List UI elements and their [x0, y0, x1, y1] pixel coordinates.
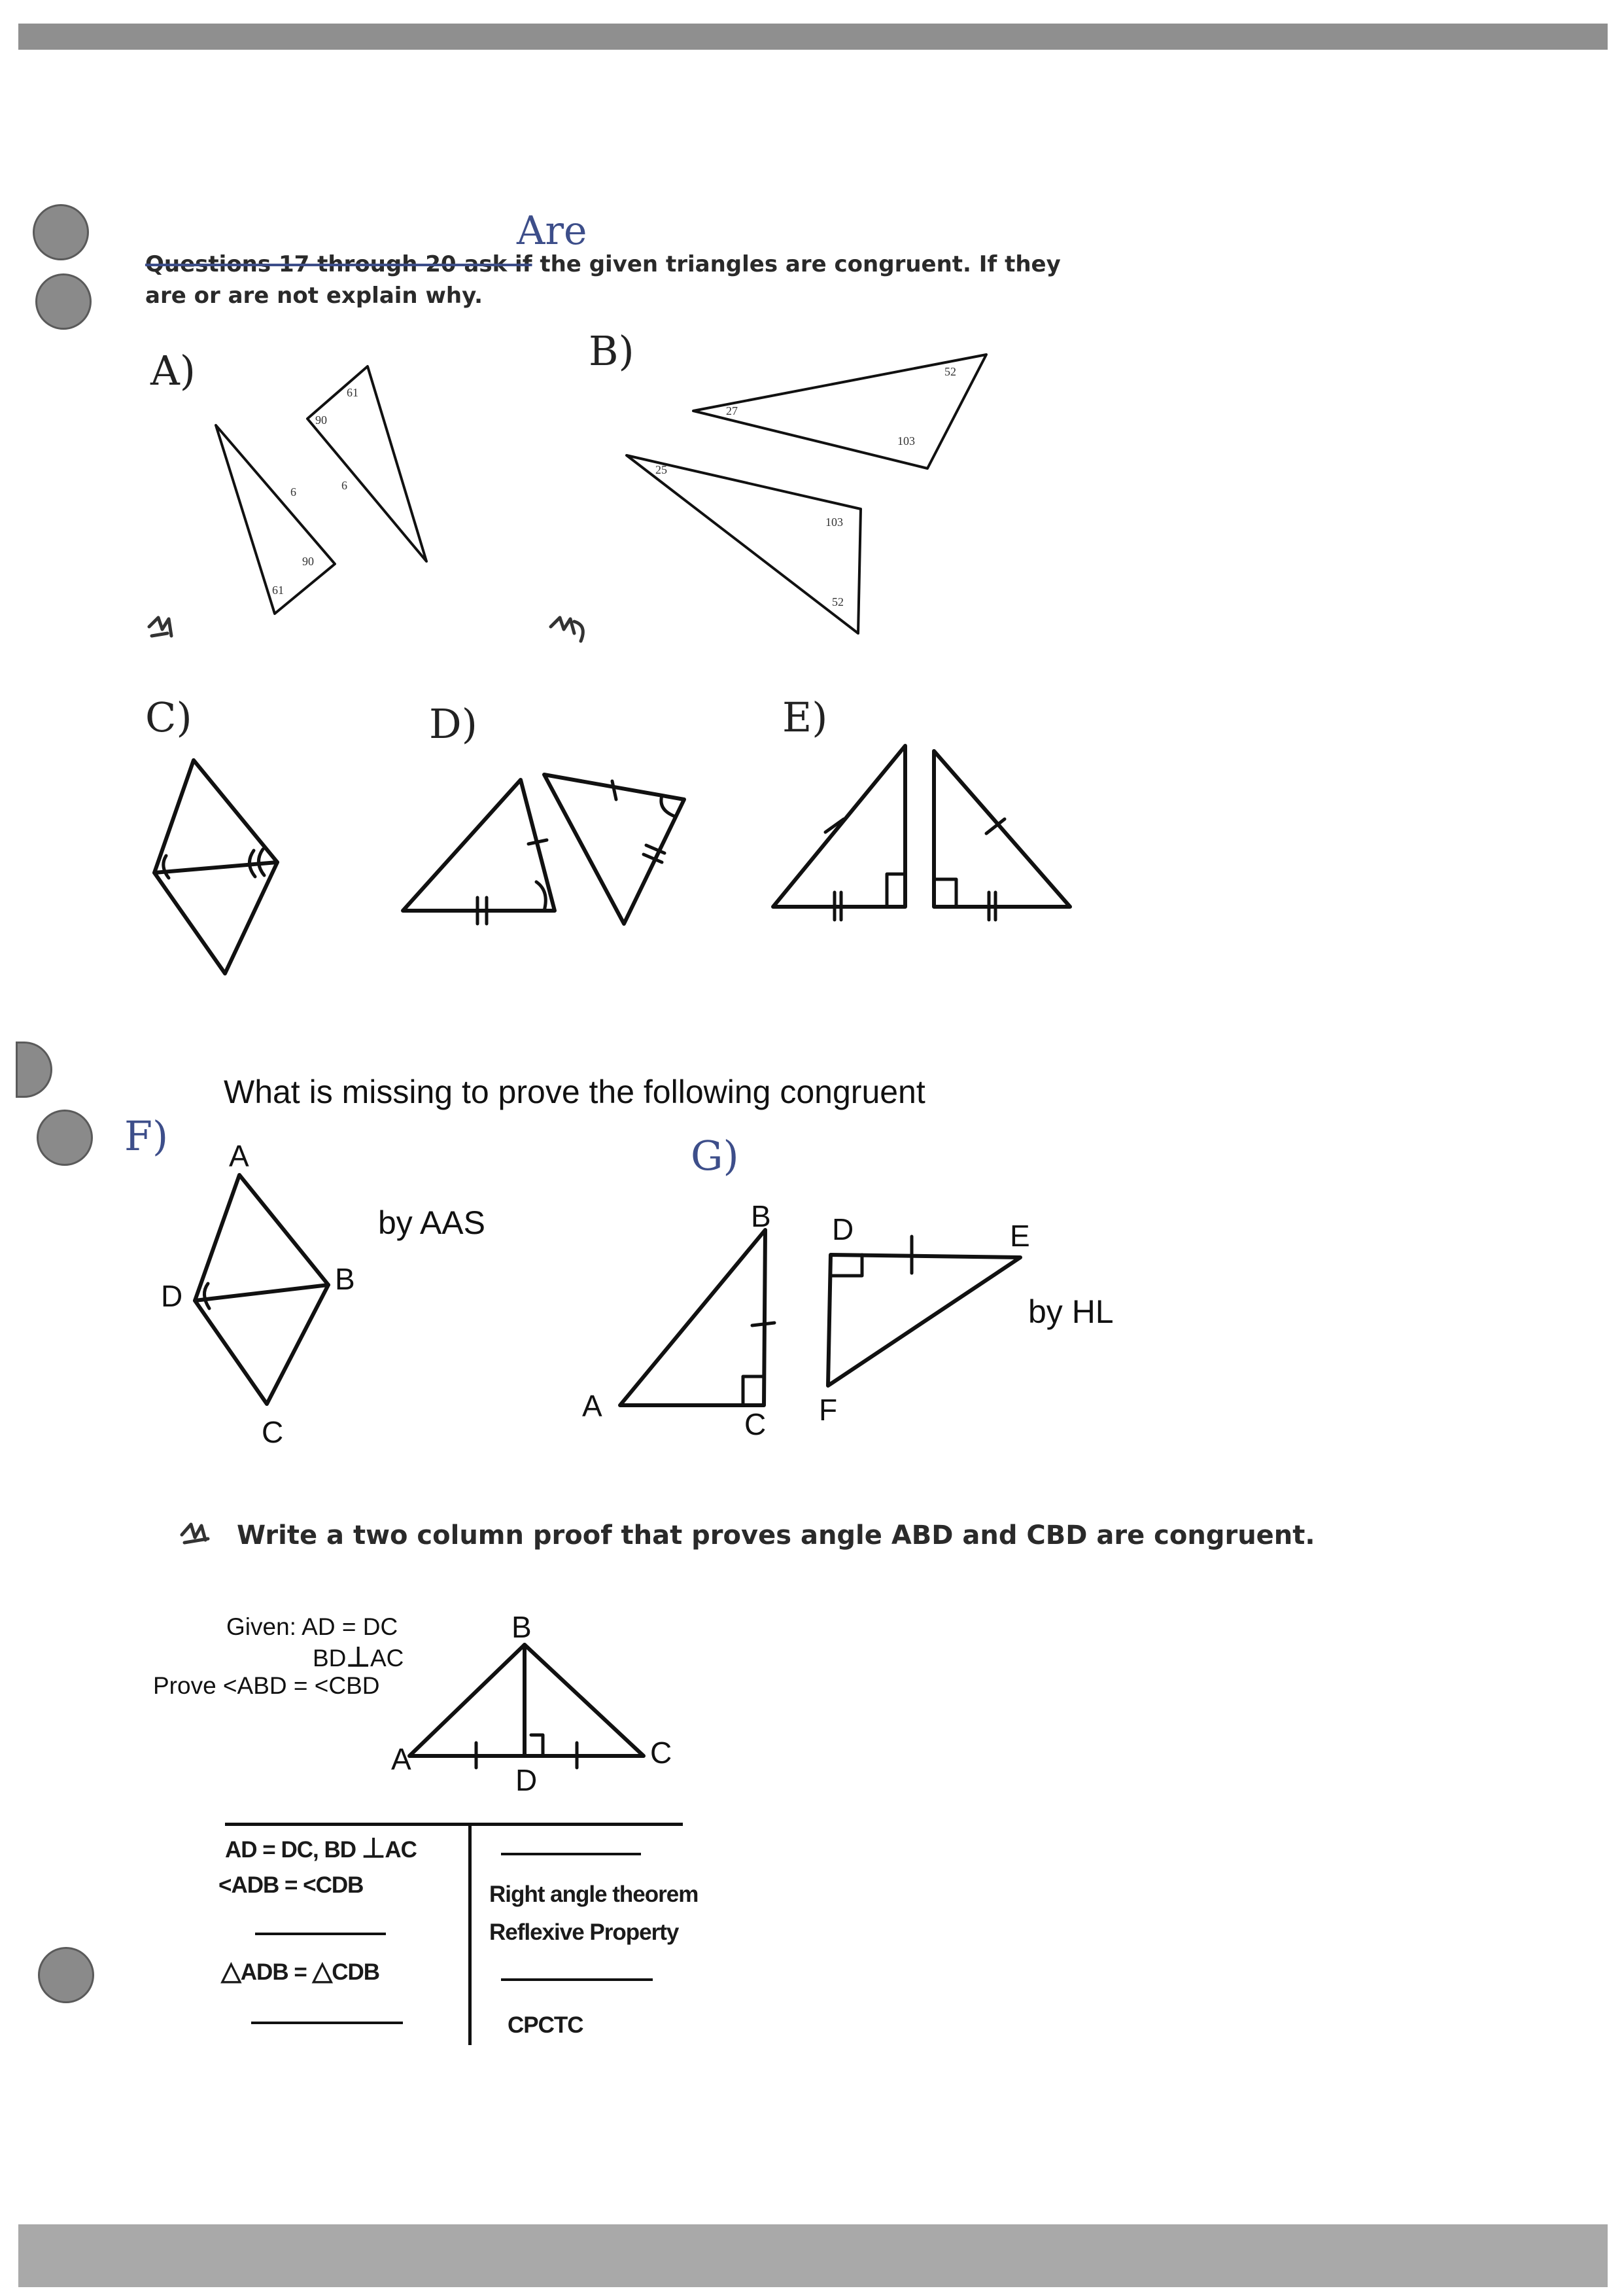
- proof-given-ac: AC: [370, 1645, 404, 1672]
- label-f: F): [124, 1112, 169, 1160]
- figure-f-vertex-d: D: [161, 1279, 183, 1313]
- figure-b-angle-27: 27: [726, 404, 738, 417]
- proof-table-divider: [468, 1825, 472, 2045]
- proof-statement-5-blank[interactable]: [251, 2022, 403, 2024]
- figure-b-angle-52-top: 52: [944, 365, 956, 378]
- instruction-line-2: are or are not explain why.: [145, 283, 483, 309]
- figure-b-angle-25: 25: [655, 463, 667, 476]
- figure-g-vertex-a: A: [582, 1389, 602, 1423]
- figure-g-vertex-f: F: [819, 1393, 838, 1427]
- figure-g-vertex-c: C: [744, 1407, 767, 1441]
- instruction-correction: Are: [517, 208, 587, 254]
- figure-g-vertex-d: D: [832, 1212, 854, 1246]
- figure-a-side-6-bottom: 6: [290, 485, 296, 499]
- proof-prove: Prove <ABD = <CBD: [153, 1672, 380, 1699]
- proof-table-top-rule: [225, 1823, 683, 1826]
- label-a: A): [150, 347, 196, 394]
- proof-reason-5: CPCTC: [508, 2012, 583, 2038]
- label-b: B): [589, 327, 634, 375]
- triangle-icon: △: [221, 1957, 241, 1986]
- figure-a-angle-90-bottom: 90: [302, 555, 314, 568]
- instruction-main-text: the given triangles are congruent. If they: [540, 251, 1061, 277]
- figure-a-angle-90-top: 90: [315, 413, 327, 427]
- proof-statement-1-tail: AC: [385, 1837, 417, 1863]
- proof-vertex-d: D: [515, 1763, 538, 1797]
- figure-f-vertex-a: A: [229, 1139, 249, 1173]
- perpendicular-icon: ⊥: [361, 1832, 385, 1863]
- proof-given-bd: BD: [313, 1645, 347, 1672]
- proof-vertex-a: A: [391, 1742, 411, 1776]
- proof-right-angle: [531, 1735, 543, 1756]
- proof-reason-2: Right angle theorem: [489, 1882, 699, 1907]
- triangle-icon: △: [312, 1957, 332, 1986]
- proof-statement-2: <ADB = <CDB: [218, 1872, 364, 1898]
- proof-statement-4: △ADB = △CDB: [221, 1957, 380, 1986]
- instruction-struck-text: Questions 17 through 20 ask if: [145, 251, 532, 277]
- label-g: G): [691, 1132, 739, 1180]
- proof-statement-4-right: CDB: [332, 1959, 380, 1985]
- proof-statement-3-blank[interactable]: [255, 1933, 386, 1935]
- figure-a-angle-61-bottom: 61: [272, 584, 284, 597]
- proof-statement-4-left: ADB: [240, 1959, 288, 1985]
- perpendicular-icon: ⊥: [346, 1641, 370, 1672]
- proof-vertex-c: C: [650, 1736, 672, 1770]
- proof-statement-1: [225, 1832, 417, 1864]
- proof-reason-3: Reflexive Property: [489, 1919, 679, 1945]
- proof-vertex-b: B: [511, 1610, 532, 1644]
- label-d: D): [429, 700, 477, 748]
- figure-a-angle-61-top: 61: [347, 386, 358, 399]
- label-c: C): [145, 693, 192, 741]
- figure-b-angle-103-top: 103: [897, 434, 915, 447]
- label-e: E): [782, 693, 828, 741]
- figure-f-vertex-b: B: [335, 1262, 355, 1296]
- figure-g-vertex-b: B: [751, 1199, 771, 1233]
- figure-f-vertex-c: C: [262, 1415, 284, 1449]
- proof-reason-4-blank[interactable]: [501, 1978, 653, 1981]
- proof-instruction: Write a two column proof that proves angle ABD and CBD are congruent.: [237, 1520, 1315, 1550]
- section2-heading: What is missing to prove the following congruent: [224, 1074, 925, 1110]
- figure-b-angle-52-bottom: 52: [832, 595, 844, 608]
- figure-a-side-6-top: 6: [341, 479, 347, 492]
- figure-g-method: by HL: [1028, 1293, 1114, 1330]
- figure-b-angle-103-bottom: 103: [825, 516, 843, 529]
- proof-reason-1-blank[interactable]: [501, 1853, 641, 1855]
- proof-given: Given: AD = DC: [226, 1613, 398, 1640]
- figure-g-vertex-e: E: [1010, 1219, 1030, 1253]
- figure-f-method: by AAS: [378, 1204, 485, 1241]
- proof-statement-1-text: AD = DC, BD: [225, 1837, 356, 1863]
